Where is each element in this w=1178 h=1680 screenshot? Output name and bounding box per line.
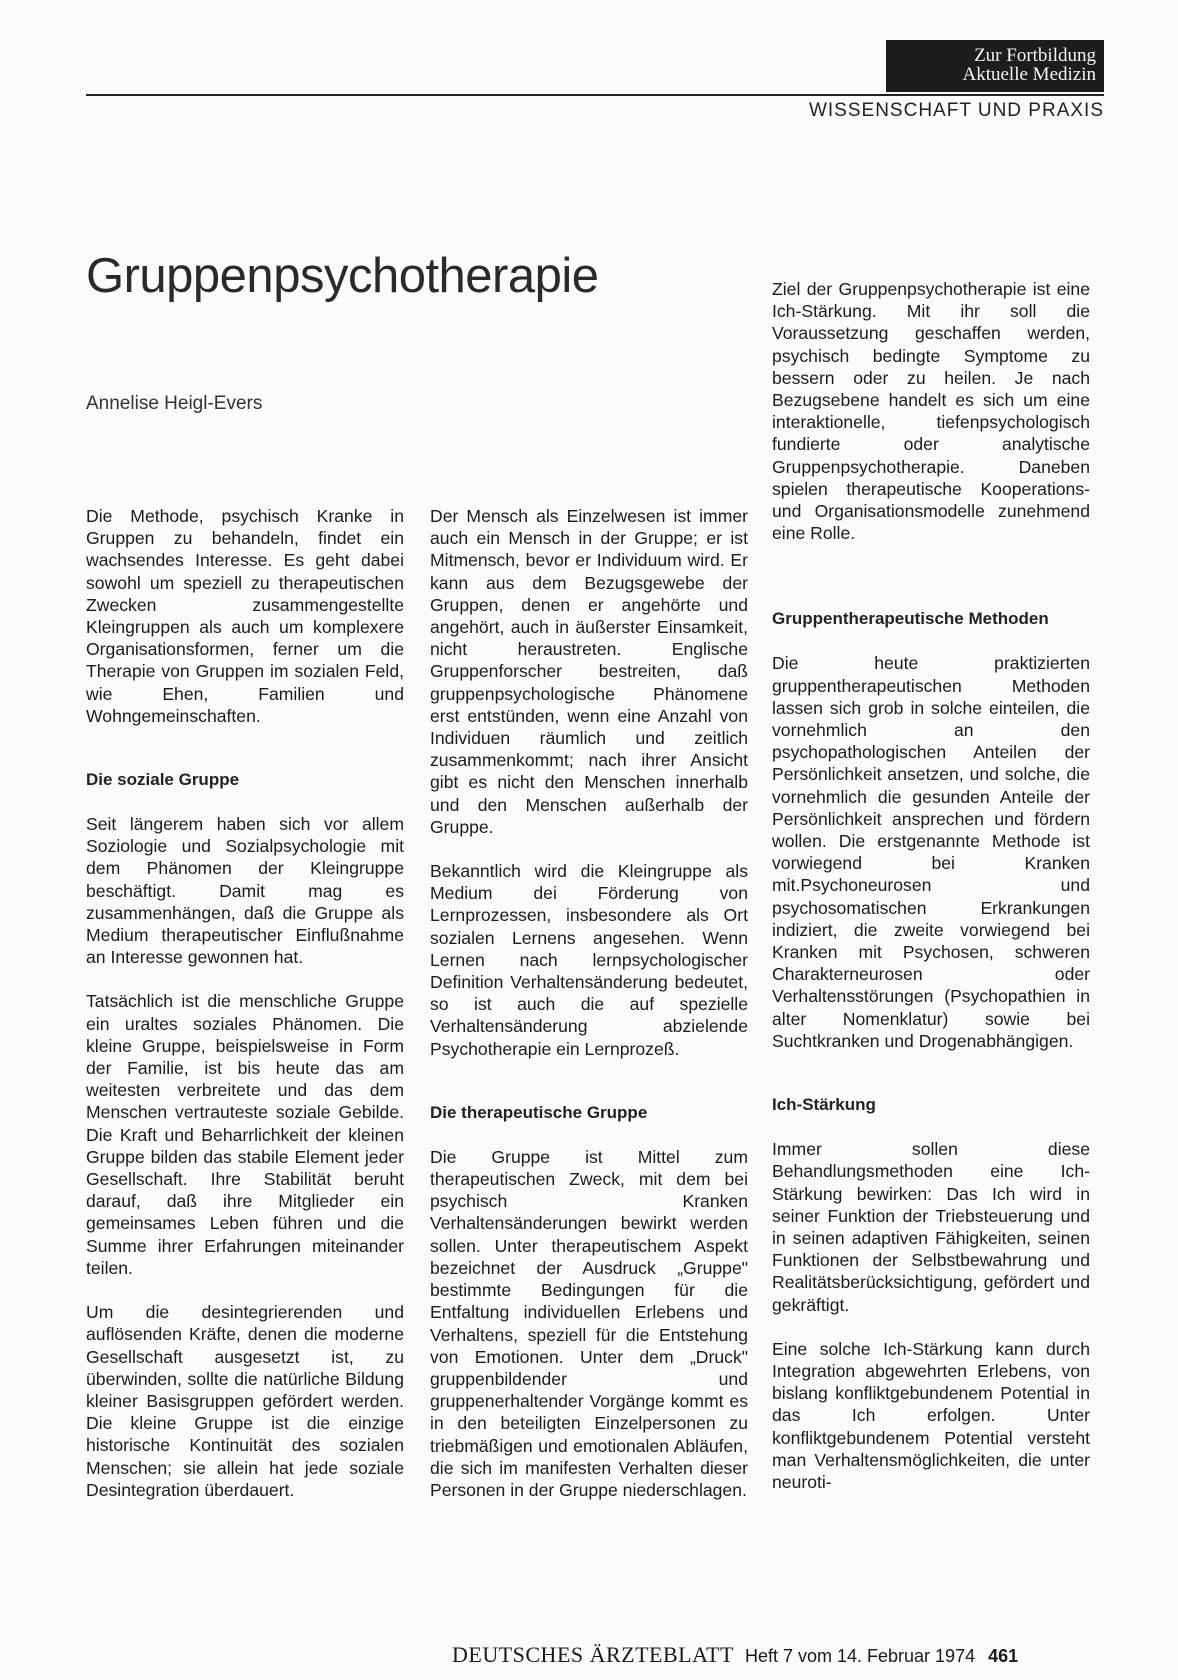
- paragraph: Die Gruppe ist Mittel zum therapeutischen Zweck, mit dem bei psychisch Kranken Verhaltensänderungen bewirkt werden sollen. Unter therapeutischem Aspekt bezeichnet der Ausdruck „Gruppe" bestimmte Bedingungen für die Entfaltung individuellen Erlebens und Verhaltens, speziell für die Entstehung von Emotionen. Unter dem „Druck" gruppenbildender und gruppenerhaltender Vorgänge kommt es in den beteiligten Einzelpersonen zu triebmäßigen und emotionalen Abläufen, die sich im manifesten Verhalten dieser Personen in der Gruppe niederschlagen.: [430, 1146, 748, 1500]
- paragraph: Eine solche Ich-Stärkung kann durch Integration abgewehrten Erlebens, von bislang konfliktgebundenem Potential in das Ich erfolgen. Unter konfliktgebundenem Potential versteht man Verhaltensmöglichkeiten, die unter neuroti-: [772, 1338, 1090, 1492]
- paragraph: Die heute praktizierten gruppentherapeutischen Methoden lassen sich grob in solche einteilen, die vornehmlich an den psychopathologischen Anteilen der Persönlichkeit ansetzen, und solche, die vornehmlich die gesunden Anteile der Persönlichkeit ansprechen und fördern wollen. Die erstgenannte Methode ist vorwiegend bei Kranken mit.Psychoneurosen und psychosomatischen Erkrankungen indiziert, die zweite vorwiegend bei Kranken mit Psychosen, schweren Charakterneurosen oder Verhaltensstörungen (Psychopathien in alter Nomenklatur) sowie bei Suchtkranken und Drogenabhängigen.: [772, 653, 1090, 1051]
- paragraph: Bekanntlich wird die Kleingruppe als Medium dei Förderung von Lernprozessen, insbesondere als Ort sozialen Lernens angesehen. Wenn Lernen nach lernpsychologischer Definition Verhaltensänderung bedeutet, so ist auch die auf spezielle Verhaltensänderung abzielende Psychotherapie ein Lernprozeß.: [430, 861, 748, 1059]
- paragraph: Ziel der Gruppenpsychotherapie ist eine Ich-Stärkung. Mit ihr soll die Voraussetzung geschaffen werden, psychisch bedingte Symptome zu bessern oder zu heilen. Je nach Bezugsebene handelt es sich um eine interaktionelle, tiefenpsychologisch fundierte oder analytische Gruppenpsychotherapie. Daneben spielen therapeutische Kooperations- und Organisationsmodelle zunehmend eine Rolle.: [772, 279, 1090, 544]
- subheading-gruppentherapeutische-methoden: Gruppentherapeutische Methoden: [772, 609, 1049, 629]
- section-tag-box: [886, 40, 1104, 92]
- article-title: Gruppenpsychotherapie: [86, 249, 599, 303]
- tag-line-fortbildung: Zur Fortbildung: [974, 45, 1096, 66]
- subheading-therapeutische-gruppe: Die therapeutische Gruppe: [430, 1102, 648, 1122]
- journal-name: DEUTSCHES ÄRZTEBLATT: [452, 1642, 734, 1667]
- section-label: WISSENSCHAFT UND PRAXIS: [808, 100, 1104, 121]
- paragraph: Tatsächlich ist die menschliche Gruppe ein uraltes soziales Phänomen. Die kleine Gruppe, beispielsweise in Form der Familie, ist bis heute das am weitesten verbreitete und das dem Menschen vertrauteste soziale Gebilde. Die Kraft und Beharrlichkeit der kleinen Gruppe bilden das stabile Element jeder Gesellschaft. Ihre Stabilität beruht darauf, daß ihre Mitglieder ein gemeinsames Leben führen und die Summe ihrer Erfahrungen miteinander teilen.: [86, 991, 404, 1278]
- text-column-2: [430, 505, 748, 1501]
- page-footer: [452, 1642, 1018, 1668]
- paragraph: Der Mensch als Einzelwesen ist immer auch ein Mensch in der Gruppe; er ist Mitmensch, bevor er Individuum wird. Er kann aus dem Bezugsgewebe der Gruppen, denen er angehörte und angehört, auch in äußerster Einsamkeit, nicht heraustreten. Englische Gruppenforscher bestreiten, daß gruppenpsychologische Phänomene erst entstünden, wenn eine Anzahl von Individuen räumlich und zeitlich zusammenkommt; nach ihrer Ansicht gibt es nicht den Menschen innerhalb und den Menschen außerhalb der Gruppe.: [430, 506, 748, 837]
- paragraph: Immer sollen diese Behandlungsmethoden eine Ich-Stärkung bewirken: Das Ich wird in seiner Funktion der Triebsteuerung und in seinen adaptiven Fähigkeiten, seinen Funktionen der Selbstbewahrung und Realitätsberücksichtigung, gefördert und gekräftigt.: [772, 1139, 1090, 1315]
- text-column-3: [772, 278, 1090, 1493]
- page-number: 461: [988, 1646, 1019, 1666]
- subheading-ich-staerkung: Ich-Stärkung: [772, 1095, 876, 1115]
- issue-info: Heft 7 vom 14. Februar 1974: [744, 1646, 976, 1666]
- tag-line-aktuelle-medizin: Aktuelle Medizin: [962, 64, 1096, 85]
- header-rule: [86, 94, 1104, 96]
- paragraph: Seit längerem haben sich vor allem Soziologie und Sozialpsychologie mit dem Phänomen der Kleingruppe beschäftigt. Damit mag es zusammenhängen, daß die Gruppe als Medium therapeutischer Einflußnahme an Interesse gewonnen hat.: [86, 814, 404, 968]
- article-author: Annelise Heigl-Evers: [86, 393, 263, 414]
- text-column-1: [86, 505, 404, 1501]
- subheading-soziale-gruppe: Die soziale Gruppe: [86, 770, 240, 790]
- paragraph: Die Methode, psychisch Kranke in Gruppen zu behandeln, findet ein wachsendes Interesse. Es geht dabei sowohl um speziell zu therapeutischen Zwecken zusammengestellte Kleingruppen als auch um komplexere Organisationsformen, ferner um die Therapie von Gruppen im sozialen Feld, wie Ehen, Familien und Wohngemeinschaften.: [86, 506, 404, 726]
- paragraph: Um die desintegrierenden und auflösenden Kräfte, denen die moderne Gesellschaft ausgesetzt ist, zu überwinden, sollte die natürliche Bildung kleiner Basisgruppen gefördert werden. Die kleine Gruppe ist die einzige historische Kontinuität des sozialen Menschen; sie allein hat jede soziale Desintegration überdauert.: [86, 1302, 404, 1500]
